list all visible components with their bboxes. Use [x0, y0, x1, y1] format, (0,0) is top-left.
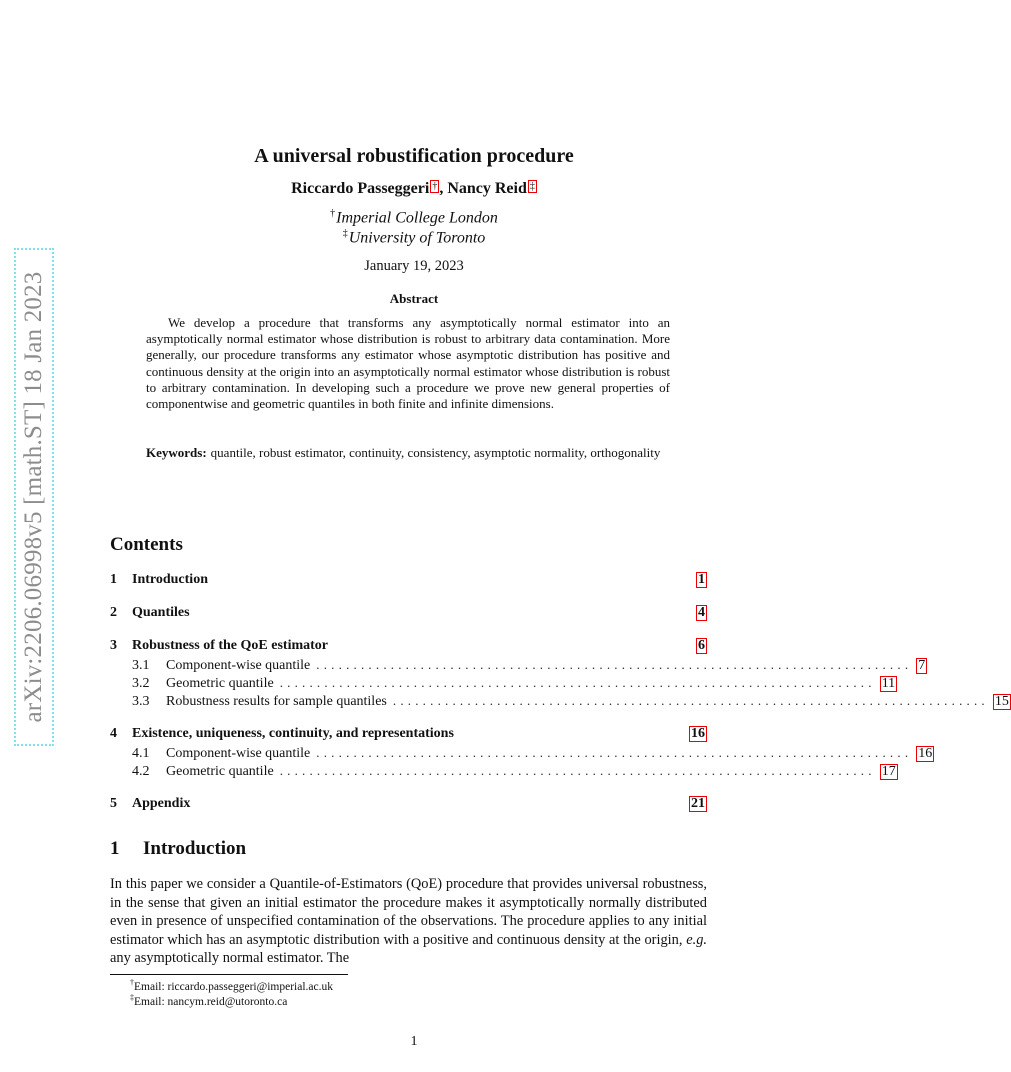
toc-subsection-number: 4.2 [132, 764, 150, 779]
toc-leader-dots: ................................................................................ [392, 693, 989, 708]
footnote-text: Email: nancym.reid@utoronto.ca [134, 995, 288, 1008]
toc-page-link[interactable]: 15 [994, 694, 1009, 709]
footnote-rule [110, 974, 348, 975]
toc-page-link[interactable]: 16 [918, 746, 933, 761]
toc-subsection[interactable] [132, 745, 933, 762]
footnote [130, 978, 333, 993]
toc-page-link[interactable]: 7 [918, 658, 926, 673]
body-text-emphasis: e.g. [686, 931, 707, 948]
toc-subsection-title: Geometric quantile [166, 764, 274, 779]
keywords-label: Keywords: [146, 445, 207, 460]
toc-subsection-title: Component-wise quantile [166, 746, 311, 761]
author-name: Riccardo Passeggeri [291, 180, 430, 197]
toc-page-link[interactable]: 11 [881, 676, 896, 691]
toc-leader-dots: ................................................................................ [279, 763, 876, 778]
toc-section[interactable] [110, 796, 707, 812]
affiliation-name: University of Toronto [348, 229, 486, 247]
paper-date: January 19, 2023 [364, 258, 464, 274]
toc-subsection[interactable] [132, 657, 926, 674]
toc-subsection-number: 3.2 [132, 676, 150, 691]
toc-leader-dots: ................................................................................ [316, 745, 913, 760]
footnote-text: Email: riccardo.passeggeri@imperial.ac.uk [134, 980, 333, 993]
toc-section-number: 4 [110, 726, 117, 741]
toc-section[interactable] [110, 638, 707, 654]
author-separator: , [439, 180, 448, 197]
affiliation-name: Imperial College London [336, 209, 498, 227]
arxiv-identifier[interactable]: arXiv:2206.06998v5 [math.ST] 18 Jan 2023 [20, 271, 47, 723]
author-footnote-link[interactable]: † [432, 181, 438, 192]
toc-subsection-number: 3.1 [132, 658, 150, 673]
toc-section-number: 2 [110, 605, 117, 620]
toc-page-link[interactable]: 6 [698, 638, 705, 653]
toc-page-link[interactable]: 21 [691, 796, 705, 811]
toc-section[interactable] [110, 726, 707, 742]
toc-subsection[interactable] [132, 675, 896, 692]
toc-section-title: Appendix [132, 796, 191, 811]
toc-leader-dots: ................................................................................ [279, 675, 876, 690]
toc-page-link[interactable]: 4 [698, 605, 705, 620]
section-heading [110, 838, 246, 860]
affiliation-mark: ‡ [342, 228, 348, 239]
footnote [130, 993, 287, 1008]
toc-section-title: Introduction [132, 572, 208, 587]
toc-subsection-title: Robustness results for sample quantiles [166, 694, 387, 709]
toc-subsection[interactable] [132, 693, 1009, 710]
toc-subsection-number: 3.3 [132, 694, 150, 709]
toc-leader-dots: ................................................................................ [316, 657, 913, 672]
toc-page-link[interactable]: 17 [881, 764, 896, 779]
section-number: 1 [110, 838, 120, 859]
body-text-part: any asymptotically normal estimator. The [110, 950, 350, 967]
toc-section-title: Quantiles [132, 605, 190, 620]
toc-section-number: 3 [110, 638, 117, 653]
author-list [0, 180, 828, 198]
footnote-mark: † [130, 978, 134, 987]
toc-section[interactable] [110, 572, 707, 588]
toc-section-number: 1 [110, 572, 117, 587]
footnote-mark: ‡ [130, 993, 134, 1002]
affiliation [0, 228, 828, 247]
abstract-text: We develop a procedure that transforms any asymptotically normal estimator into an asymptotically normal estimator whose distribution is robust to arbitrary data contamination. More generally, our procedure transforms any estimator whose asymptotic distribution has positive and continuous density at the origin into an asymptotically normal estimator whose distribution is robust to arbitrary contamination. In developing such a procedure we prove new general properties of componentwise and geometric quantiles in both finite and infinite dimensions. [146, 315, 670, 412]
page-number: 1 [410, 1034, 418, 1049]
affiliation [0, 208, 828, 227]
section-title: Introduction [143, 838, 247, 859]
body-text-part: In this paper we consider a Quantile-of-Estimators (QoE) procedure that provides universal robustness, in the sense that given an initial estimator the procedure makes it asymptotically normally distributed even in presence of unspecified contamination of the observations. The procedure applies to any initial estimator which has an asymptotic distribution with a positive and continuous density at the origin, [110, 876, 707, 948]
toc-section-number: 5 [110, 796, 117, 811]
author-name: Nancy Reid [447, 180, 527, 197]
toc-subsection[interactable] [132, 763, 896, 780]
keywords [146, 445, 670, 461]
toc-section[interactable] [110, 605, 707, 621]
toc-subsection-number: 4.1 [132, 746, 150, 761]
toc-section-title: Robustness of the QoE estimator [132, 638, 328, 653]
toc-section-title: Existence, uniqueness, continuity, and representations [132, 726, 454, 741]
contents-heading: Contents [110, 534, 183, 555]
author-footnote-link[interactable]: ‡ [529, 181, 535, 192]
body-paragraph [110, 875, 707, 968]
toc-page-link[interactable]: 1 [698, 572, 705, 587]
toc-subsection-title: Component-wise quantile [166, 658, 311, 673]
toc-page-link[interactable]: 16 [691, 726, 705, 741]
abstract-heading: Abstract [389, 291, 439, 306]
keywords-text: quantile, robust estimator, continuity, consistency, asymptotic normality, orthogonality [210, 445, 661, 460]
paper-title: A universal robustification procedure [254, 145, 574, 167]
toc-subsection-title: Geometric quantile [166, 676, 274, 691]
affiliation-mark: † [330, 208, 336, 219]
